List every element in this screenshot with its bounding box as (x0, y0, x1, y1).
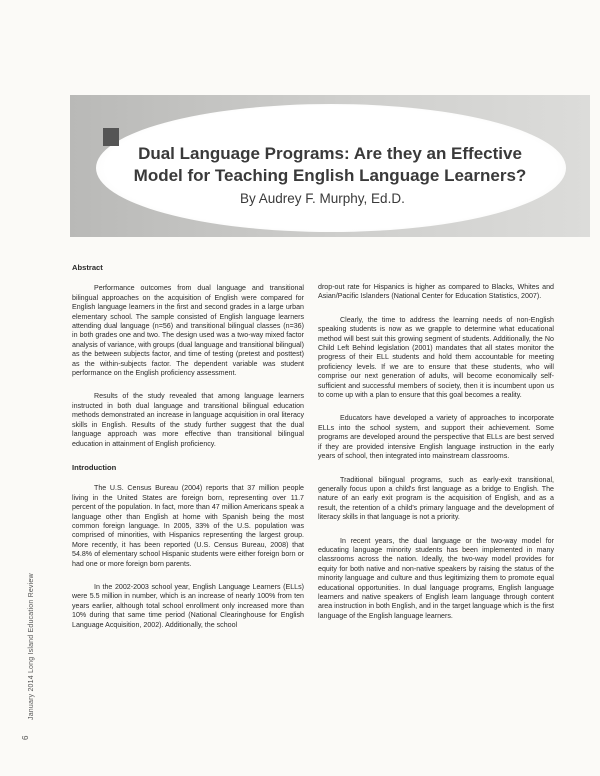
page-number: 6 (21, 735, 30, 740)
abstract-paragraph-1: Performance outcomes from dual language and transitional bilingual approaches on the acquisition of English were compared for English language learners in the first and second grades in a large urban elementary school. The sample consisted of English language learners attending dual language (n=56) and transitional bilingual classes (n=36) in both grades one and two. The design used was a two-way mixed factor analysis of variance, with groups (dual language and transitional bilingual) as the between subjects factor, and time of testing (pretest and posttest) as the within-subjects factor. The dependent variable was student performance on the English proficiency assessment. (72, 284, 304, 378)
abstract-heading: Abstract (72, 263, 103, 272)
right-paragraph-5: In recent years, the dual language or the two-way model for educating language minority students has been implemented in many classrooms across the nation. Ideally, the two-way model provides for equity for both native and non-native speakers by raising the status of the minority language and culture and thus legitimizing them to promote equal educational opportunities. In dual language programs, English language learners and native speakers of English learn language through content area instruction in both English, and in the target language which is the first language of the English language learners. (318, 536, 554, 620)
right-column (318, 283, 554, 635)
running-head: January 2014 Long Island Education Review (28, 573, 35, 720)
introduction-paragraph-1: The U.S. Census Bureau (2004) reports that 37 million people living in the United States are foreign born, representing over 11.7 percent of the population. In fact, more than 47 million Americans speak a language other than English at home with Spanish being the most common foreign language. In 2005, 33% of the U.S. population was comprised of minorities, with Hispanics representing the largest group. More recently, it has been reported (U.S. Census Bureau, 2008) that 54.8% of elementary school Hispanic students were either foreign born or had one or more foreign born parents. (72, 484, 304, 568)
left-column (72, 263, 304, 644)
title-line-1: Dual Language Programs: Are they an Effective (138, 144, 522, 163)
introduction-heading: Introduction (72, 462, 117, 472)
right-paragraph-4: Traditional bilingual programs, such as early-exit transitional, generally focus upon a child's first language as a bridge to English. The nature of an early exit program is the acquisition of English, and as a result, the retention of a child's primary language and the development of literacy skills in that language is not a priority. (318, 475, 554, 522)
author-byline: By Audrey F. Murphy, Ed.D. (240, 191, 405, 206)
right-paragraph-2: Clearly, the time to address the learning needs of non-English speaking students is now as we grapple to determine what educational method will best suit this growing segment of students. Additionally, the No Child Left Behind legislation (2001) mandates that all states monitor the progress of their ELL students and hold them accountable for meeting proficiency levels. If we are to ensure that these students, who will comprise our next generation of adults, will become economically self-sufficient and successful members of society, then it is incumbent upon us to come up with a plan to ensure that this goal becomes a reality. (318, 315, 554, 400)
right-paragraph-3: Educators have developed a variety of approaches to incorporate ELLs into the school system, and support their achievement. Some programs are developed around the perspective that ELLs are best served if they are provided intensive English language instruction in the early years of school, then integrated into mainstream classrooms. (318, 414, 554, 461)
abstract-paragraph-2: Results of the study revealed that among language learners instructed in both dual language and transitional bilingual education methods demonstrated an increase in language acquisition in oral literacy skills in English. Results of the study further suggest that the dual language approach was more effective than transitional bilingual education in attainment of English proficiency. (72, 392, 304, 448)
right-paragraph-1: drop-out rate for Hispanics is higher as compared to Blacks, Whites and Asian/Pacific Islanders (National Center for Education Statistics, 2007). (318, 283, 554, 301)
article-title (100, 143, 560, 187)
title-line-2: Model for Teaching English Language Learners? (133, 166, 527, 185)
introduction-paragraph-2: In the 2002-2003 school year, English Language Learners (ELLs) were 5.5 million in number, which is an increase of nearly 100% from ten years earlier, although total school enrollment only increased more than 10% during that same time period (National Clearinghouse for English Language Acquisition, 2002). Additionally, the school (72, 582, 304, 629)
